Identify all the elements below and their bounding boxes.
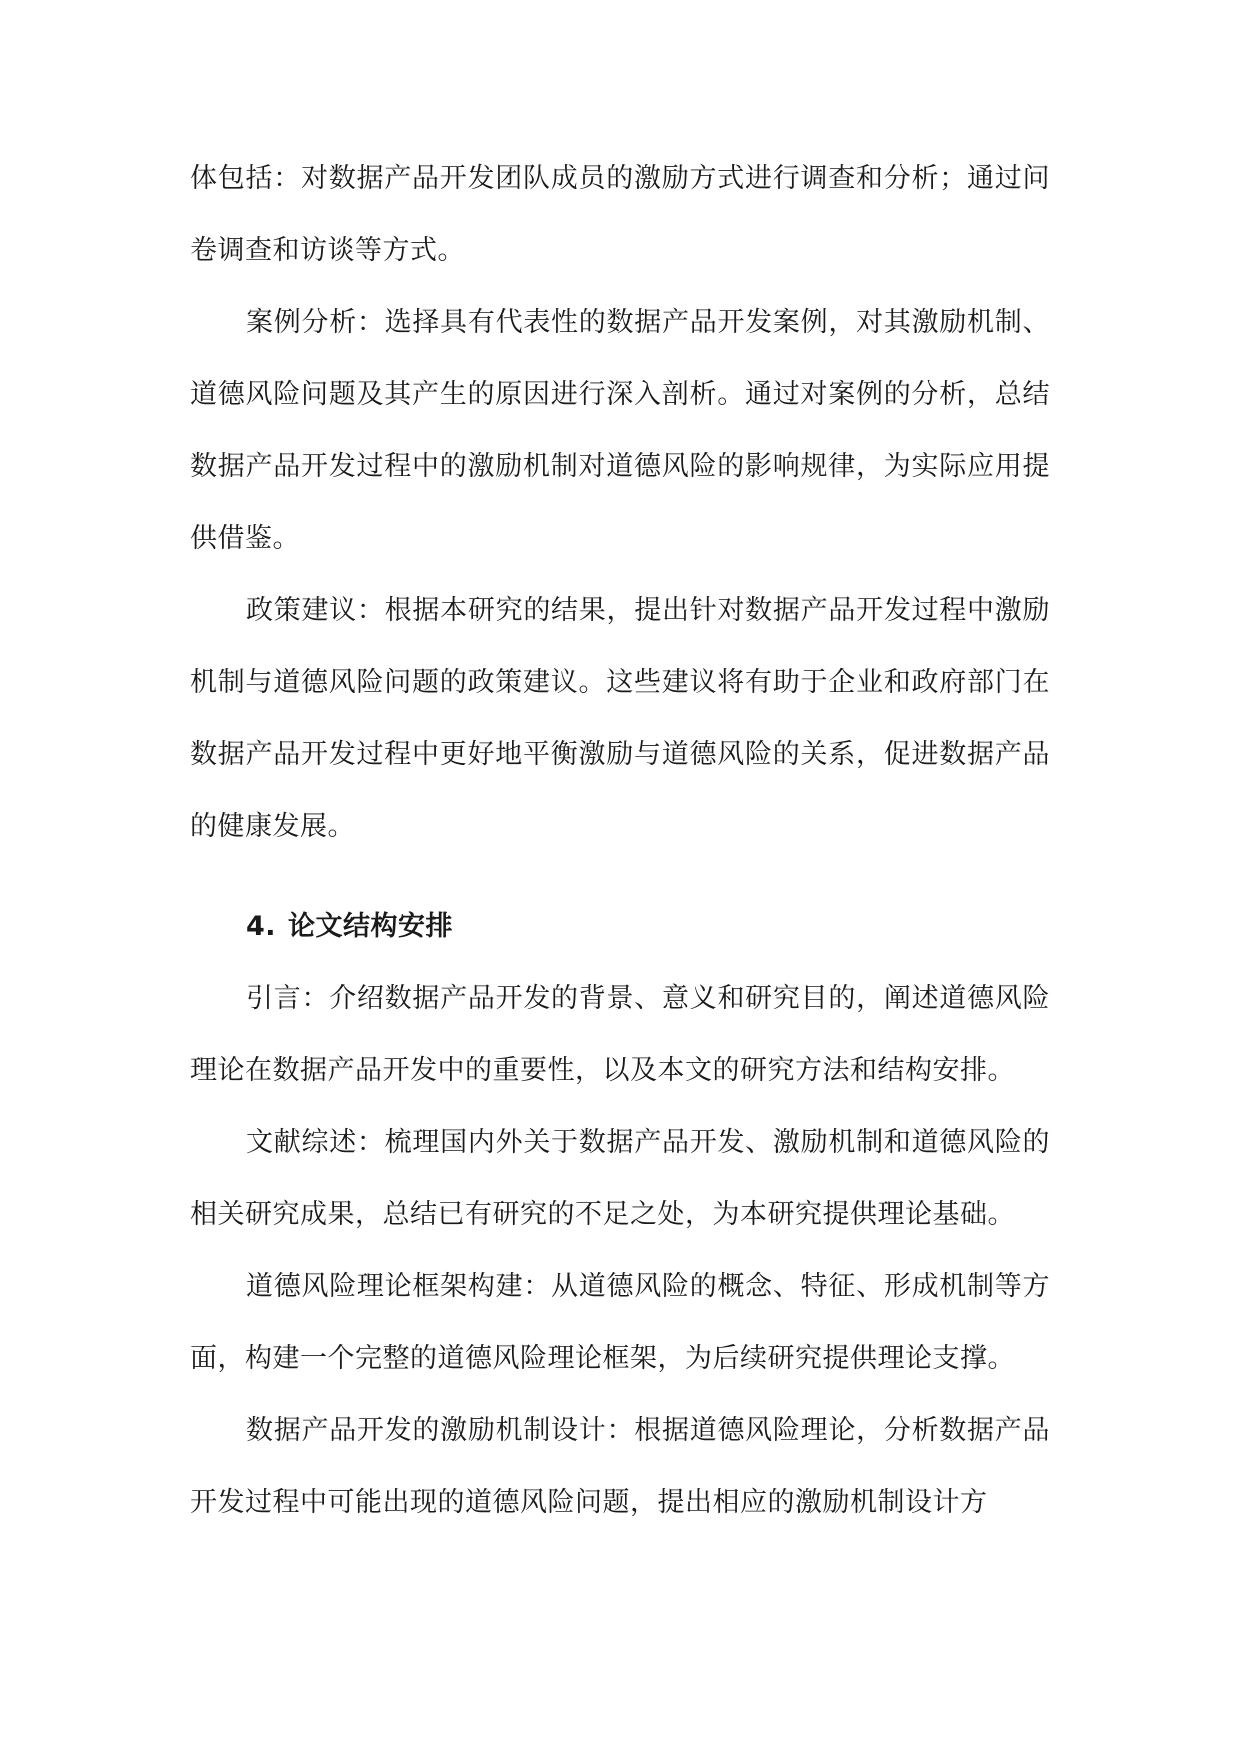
paragraph-introduction: 引言：介绍数据产品开发的背景、意义和研究目的，阐述道德风险理论在数据产品开发中的重要性，以及本文的研究方法和结构安排。 [190, 983, 1050, 1086]
section-heading [190, 891, 1050, 963]
paragraph-policy-suggestions: 政策建议：根据本研究的结果，提出针对数据产品开发过程中激励机制与道德风险问题的政策建议。这些建议将有助于企业和政府部门在数据产品开发过程中更好地平衡激励与道德风险的关系，促进数据产品的健康发展。 [190, 595, 1050, 842]
paragraph-incentive-design: 数据产品开发的激励机制设计：根据道德风险理论，分析数据产品开发过程中可能出现的道德风险问题，提出相应的激励机制设计方 [190, 1415, 1050, 1518]
paragraph-continued-methods: 体包括：对数据产品开发团队成员的激励方式进行调查和分析；通过问卷调查和访谈等方式。 [190, 163, 1050, 266]
section-number: 4. [246, 911, 277, 942]
section-title: 论文结构安排 [288, 911, 453, 942]
paragraph-theory-framework: 道德风险理论框架构建：从道德风险的概念、特征、形成机制等方面，构建一个完整的道德风险理论框架，为后续研究提供理论支撑。 [190, 1271, 1050, 1374]
document-body [190, 143, 1050, 1539]
paragraph-case-analysis: 案例分析：选择具有代表性的数据产品开发案例，对其激励机制、道德风险问题及其产生的原因进行深入剖析。通过对案例的分析，总结数据产品开发过程中的激励机制对道德风险的影响规律，为实际应用提供借鉴。 [190, 307, 1050, 554]
paragraph-literature-review: 文献综述：梳理国内外关于数据产品开发、激励机制和道德风险的相关研究成果，总结已有研究的不足之处，为本研究提供理论基础。 [190, 1127, 1050, 1230]
